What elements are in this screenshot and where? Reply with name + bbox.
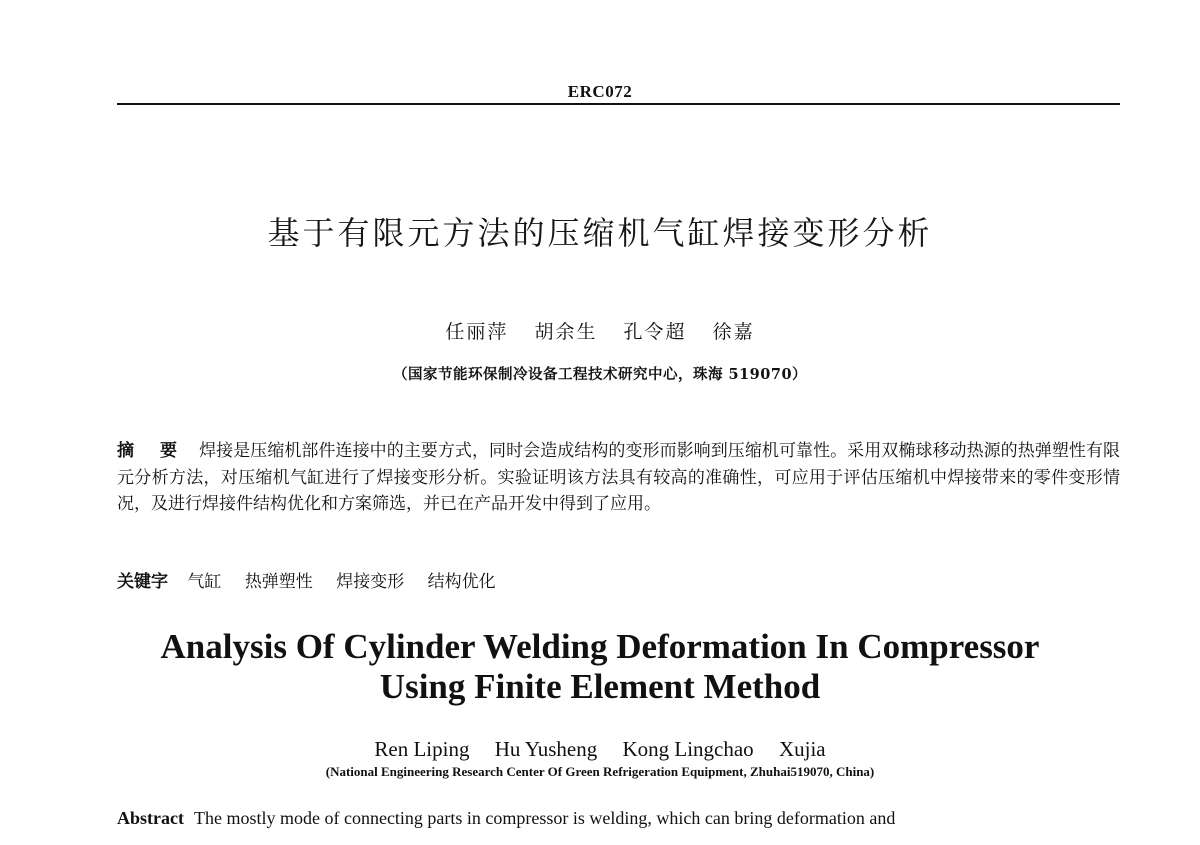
author-name: 任丽萍 <box>445 321 509 343</box>
author-name: 胡余生 <box>534 321 598 343</box>
author-name: Hu Yusheng <box>494 737 598 761</box>
keyword: 气缸 <box>187 572 222 592</box>
english-authors <box>0 737 1200 762</box>
abstract-label: Abstract <box>117 808 184 828</box>
author-name: Kong Lingchao <box>622 737 754 761</box>
chinese-keywords <box>117 567 1120 592</box>
english-abstract <box>117 805 1120 831</box>
keywords-label: 关键字 <box>117 572 168 592</box>
english-title-line: Analysis Of Cylinder Welding Deformation In Compressor <box>160 627 1040 666</box>
abstract-text: The mostly mode of connecting parts in compressor is welding, which can bring deformation and <box>193 808 896 828</box>
chinese-title: 基于有限元方法的压缩机气缸焊接变形分析 <box>267 214 933 252</box>
chinese-affiliation: （国家节能环保制冷设备工程技术研究中心，珠海 519070） <box>392 366 808 383</box>
chinese-authors <box>0 317 1200 344</box>
author-name: 孔令超 <box>623 321 687 343</box>
document-code: ERC072 <box>567 82 633 101</box>
author-name: 徐嘉 <box>712 321 755 343</box>
english-title <box>0 627 1200 707</box>
chinese-abstract <box>117 438 1120 518</box>
keyword: 热弹塑性 <box>244 572 313 592</box>
keyword: 焊接变形 <box>336 572 405 592</box>
english-title-line: Using Finite Element Method <box>379 667 821 706</box>
author-name: Ren Liping <box>374 737 470 761</box>
abstract-text: 焊接是压缩机部件连接中的主要方式，同时会造成结构的变形而影响到压缩机可靠性。采用双椭球移动热源的热弹塑性有限元分析方法，对压缩机气缸进行了焊接变形分析。实验证明该方法具有较高的准确性，可应用于评估压缩机中焊接带来的零件变形情况，及进行焊接件结构优化和方案筛选，并已在产品开发中得到了应用。 <box>117 441 1121 514</box>
english-affiliation: (National Engineering Research Center Of Green Refrigeration Equipment, Zhuhai519070, China) <box>325 764 875 779</box>
author-name: Xujia <box>778 737 826 761</box>
keyword: 结构优化 <box>427 572 496 592</box>
abstract-label: 摘 要 <box>117 441 188 461</box>
header-rule <box>117 103 1120 105</box>
